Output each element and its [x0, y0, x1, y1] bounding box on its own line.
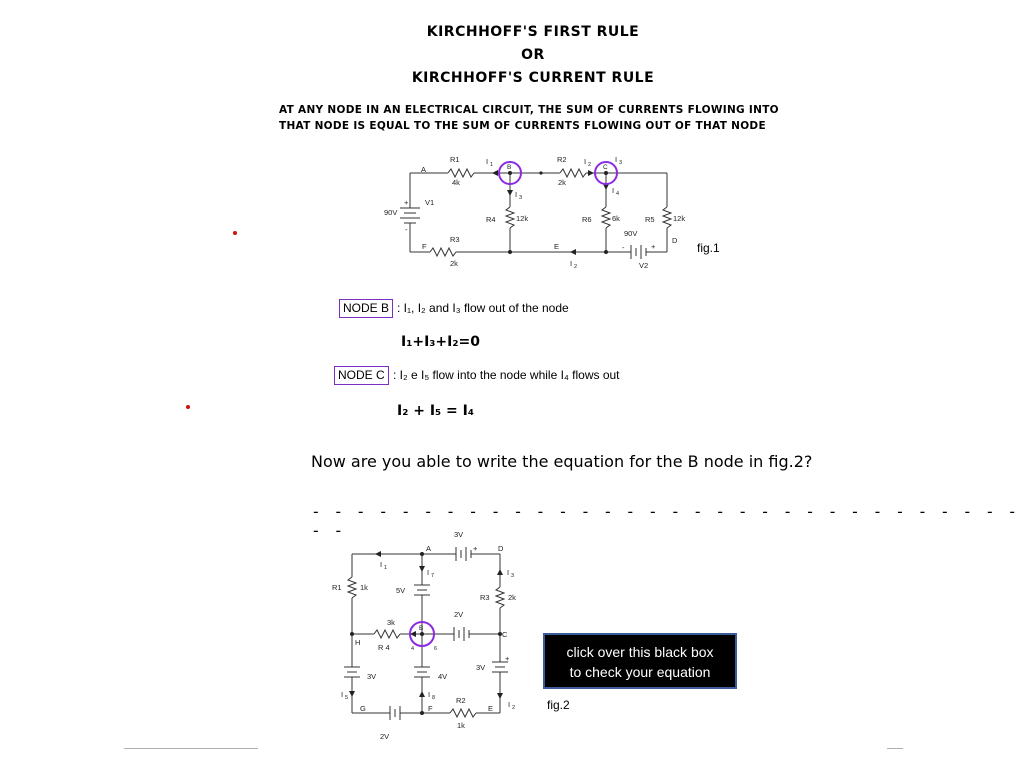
fig2-label-a: A: [426, 544, 432, 553]
fig2-label-v2bot: 2V: [380, 732, 390, 741]
fig2-label-s8: 8: [432, 695, 436, 701]
fig1-label-a: A: [421, 165, 427, 174]
fig1-label-plus2: +: [651, 242, 656, 251]
fig1-label-r2-val: 2k: [558, 178, 566, 187]
fig2-label-s2: 2: [512, 705, 516, 711]
fig2-label-i1: I: [380, 560, 383, 569]
fig2-label-f: F: [428, 704, 433, 713]
fig2-caption: fig.2: [547, 698, 570, 712]
bullet-1: [233, 231, 237, 235]
fig2-label-s4: 4: [411, 646, 415, 652]
fig2-label-plus2: +: [505, 654, 510, 663]
fig1-label-r6-val: 6k: [612, 214, 620, 223]
fig1-label-r4-val: 12k: [516, 214, 529, 223]
fig2-label-b: B: [419, 625, 424, 632]
fig1-label-r1-val: 4k: [452, 178, 460, 187]
fig1-label-plus: +: [404, 198, 409, 207]
check-equation-line-2: to check your equation: [569, 664, 711, 680]
fig1-label-c: C: [603, 164, 608, 171]
fig1-label-r2: R2: [557, 155, 567, 164]
fig2-label-plus1: +: [473, 544, 478, 553]
check-equation-line-1: click over this black box: [566, 644, 714, 660]
fig1-label-r3-val: 2k: [450, 259, 458, 268]
fig1-label-v2: V2: [639, 261, 649, 270]
fig2-label-s3: 3: [511, 573, 515, 579]
rule-line-2: THAT NODE IS EQUAL TO THE SUM OF CURRENTS FLOWING OUT OF THAT NODE: [279, 120, 766, 132]
fig2-label-s5: 5: [345, 695, 349, 701]
node-c-equation: I₂ + I₅ = I₄: [397, 403, 474, 419]
fig1-label-v1: V1: [425, 198, 435, 207]
fig1-label-r6: R6: [582, 215, 592, 224]
fig1-label-minus: -: [405, 225, 408, 234]
title-line-2: OR: [521, 47, 545, 63]
bullet-2: [186, 405, 190, 409]
answer-dashes: - - - - - - - - - - - - - - - - - - - - - - - - - - - - - - - - - -: [311, 502, 1019, 540]
node-b-text: : I₁, I₂ and I₃ flow out of the node: [397, 301, 569, 315]
footer-line-right: [887, 748, 903, 749]
fig2-label-v5: 5V: [396, 586, 406, 595]
fig1-label-s2b: 2: [574, 264, 578, 270]
fig2-label-i3: I: [507, 568, 510, 577]
fig1-label-v2-val: 90V: [624, 229, 638, 238]
fig1-label-s3: 3: [519, 195, 523, 201]
fig2-label-r4-val: 3k: [387, 618, 395, 627]
fig1-label-s2: 2: [588, 162, 592, 168]
fig2-label-i2: I: [508, 700, 511, 709]
fig2-label-r3-val: 2k: [508, 593, 516, 602]
question-text: Now are you able to write the equation for the B node in fig.2?: [311, 452, 813, 471]
fig1-label-r5: R5: [645, 215, 655, 224]
title-line-1: KIRCHHOFF'S FIRST RULE: [426, 24, 640, 40]
footer-line-left: [124, 748, 258, 749]
node-c-text: : I₂ e I₅ flow into the node while I₄ flows out: [393, 368, 620, 382]
fig1-label-d: D: [672, 236, 678, 245]
fig2-label-r2: R2: [456, 696, 466, 705]
fig2-label-e: E: [488, 704, 494, 713]
fig2-label-s1: 1: [384, 565, 388, 571]
fig2-label-v4: 4V: [438, 672, 448, 681]
fig1-circuit: [370, 150, 730, 275]
title-line-3: KIRCHHOFF'S CURRENT RULE: [411, 70, 655, 86]
fig2-label-r3: R3: [480, 593, 490, 602]
fig2-label-i5: I: [341, 690, 344, 699]
fig2-label-i8: I: [428, 690, 431, 699]
fig1-label-r5-val: 12k: [673, 214, 686, 223]
fig1-label-r1: R1: [450, 155, 460, 164]
fig1-label-i4: I: [612, 186, 615, 195]
fig2-label-i7: I: [427, 568, 430, 577]
fig2-label-r2-val: 1k: [457, 721, 465, 730]
fig2-label-v3top: 3V: [454, 530, 464, 539]
fig2-label-g: G: [360, 704, 366, 713]
fig2-label-d: D: [498, 544, 504, 553]
fig1-label-s3b: 3: [619, 160, 623, 166]
fig1-label-i3b: I: [615, 155, 618, 164]
fig2-label-r1-val: 1k: [360, 583, 368, 592]
fig1-label-i3: I: [515, 190, 518, 199]
fig1-label-i2: I: [584, 157, 587, 166]
fig2-circuit: [330, 527, 530, 745]
fig1-label-f: F: [422, 242, 427, 251]
fig2-label-v3right: 3V: [476, 663, 486, 672]
fig1-label-i2b: I: [570, 259, 573, 268]
fig2-label-r1: R1: [332, 583, 342, 592]
fig1-caption: fig.1: [697, 241, 720, 255]
fig2-label-c: C: [502, 630, 508, 639]
check-equation-button[interactable]: [543, 633, 737, 689]
fig2-label-s7: 7: [431, 573, 435, 579]
node-b-box: NODE B: [339, 299, 393, 318]
fig1-label-v1-val: 90V: [384, 208, 398, 217]
fig1-label-s4: 4: [616, 191, 620, 197]
fig1-label-r4: R4: [486, 215, 496, 224]
rule-line-1: AT ANY NODE IN AN ELECTRICAL CIRCUIT, THE SUM OF CURRENTS FLOWING INTO: [279, 104, 779, 116]
fig2-label-v3left: 3V: [367, 672, 377, 681]
fig2-label-v2mid: 2V: [454, 610, 464, 619]
fig1-label-minus2: -: [622, 243, 625, 252]
fig2-label-s6: 6: [434, 646, 438, 652]
fig1-label-i1: I: [486, 157, 489, 166]
node-c-box: NODE C: [334, 366, 389, 385]
fig1-label-b: B: [507, 164, 512, 171]
fig1-label-s1: 1: [490, 162, 494, 168]
fig2-label-r4: R 4: [378, 643, 390, 652]
fig1-label-r3: R3: [450, 235, 460, 244]
fig1-label-e: E: [554, 242, 560, 251]
node-b-equation: I₁+I₃+I₂=0: [401, 334, 480, 350]
fig2-label-h: H: [355, 638, 361, 647]
